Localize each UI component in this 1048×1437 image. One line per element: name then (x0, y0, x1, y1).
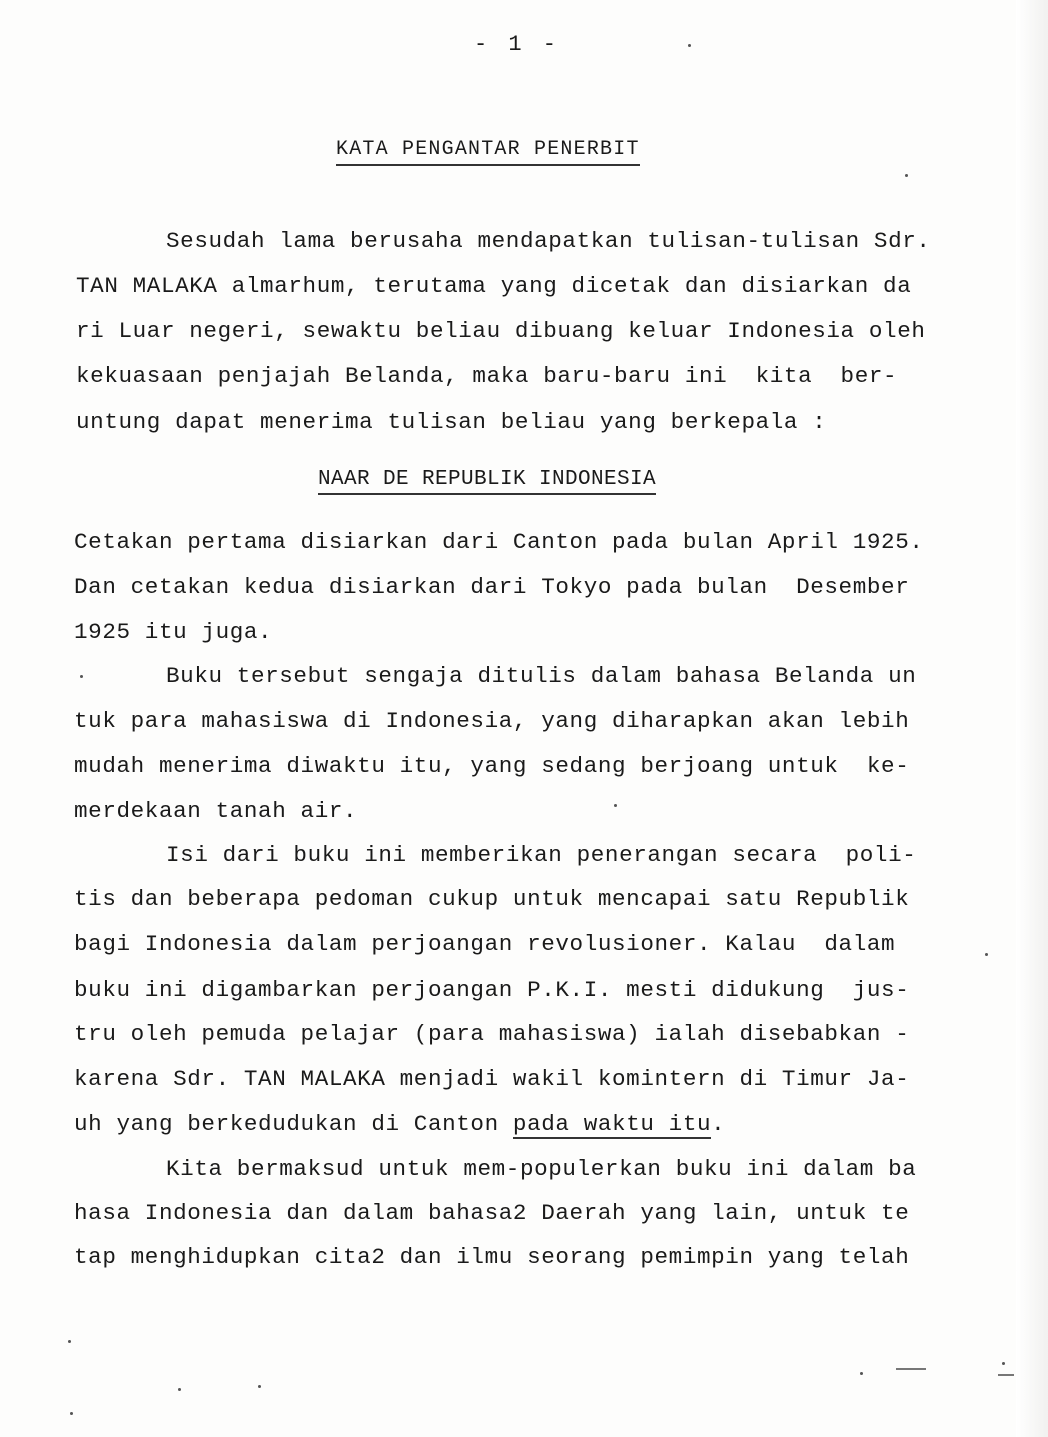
paragraph-1-line-4: kekuasaan penjajah Belanda, maka baru-baru ini kita ber- (76, 363, 898, 389)
paragraph-1-line-5: untung dapat menerima tulisan beliau yang berkepala : (76, 409, 827, 435)
paragraph-4-line-7-prefix: uh yang berkedudukan di Canton (74, 1111, 513, 1137)
scan-speck (68, 1340, 71, 1343)
scan-mark (998, 1374, 1014, 1376)
paragraph-4-line-6: karena Sdr. TAN MALAKA menjadi wakil komintern di Timur Ja- (74, 1066, 910, 1092)
scan-mark (896, 1368, 926, 1370)
paragraph-2-line-1: Cetakan pertama disiarkan dari Canton pada bulan April 1925. (74, 529, 924, 555)
book-title-heading: NAAR DE REPUBLIK INDONESIA (318, 468, 656, 495)
paragraph-1-line-1: Sesudah lama berusaha mendapatkan tulisan-tulisan Sdr. (166, 228, 931, 254)
scan-speck (614, 804, 617, 807)
scan-speck (258, 1385, 261, 1388)
paragraph-5-line-3: tap menghidupkan cita2 dan ilmu seorang pemimpin yang telah (74, 1244, 910, 1270)
paragraph-1-line-2: TAN MALAKA almarhum, terutama yang dicetak dan disiarkan da (76, 273, 912, 299)
page-number: - 1 - (474, 32, 561, 57)
scan-speck (905, 174, 908, 177)
scan-speck (1002, 1362, 1005, 1365)
scan-speck (80, 675, 83, 678)
paragraph-2-line-3: 1925 itu juga. (74, 619, 273, 645)
paragraph-4-line-3: bagi Indonesia dalam perjoangan revolusioner. Kalau dalam (74, 931, 896, 957)
scan-speck (985, 953, 988, 956)
page-edge-shadow (1016, 0, 1048, 1437)
paragraph-5-line-2: hasa Indonesia dan dalam bahasa2 Daerah yang lain, untuk te (74, 1200, 910, 1226)
paragraph-4-line-4: buku ini digambarkan perjoangan P.K.I. mesti didukung jus- (74, 977, 910, 1003)
scan-speck (688, 44, 691, 47)
paragraph-4-line-5: tru oleh pemuda pelajar (para mahasiswa) ialah disebabkan - (74, 1021, 910, 1047)
paragraph-2-line-2: Dan cetakan kedua disiarkan dari Tokyo pada bulan Desember (74, 574, 910, 600)
page-title: KATA PENGANTAR PENERBIT (336, 138, 640, 166)
scan-speck (860, 1372, 863, 1375)
paragraph-4-line-1: Isi dari buku ini memberikan penerangan secara poli- (166, 842, 917, 868)
paragraph-3-line-2: tuk para mahasiswa di Indonesia, yang diharapkan akan lebih (74, 708, 910, 734)
paragraph-1-line-3: ri Luar negeri, sewaktu beliau dibuang keluar Indonesia oleh (76, 318, 926, 344)
paragraph-4-line-7 (74, 1110, 725, 1138)
paragraph-4-line-7-suffix: . (711, 1111, 726, 1137)
scan-speck (70, 1412, 73, 1415)
scan-speck (178, 1388, 181, 1391)
underlined-phrase: pada waktu itu (512, 1111, 712, 1137)
paragraph-3-line-3: mudah menerima diwaktu itu, yang sedang berjoang untuk ke- (74, 753, 910, 779)
paragraph-3-line-1: Buku tersebut sengaja ditulis dalam bahasa Belanda un (166, 663, 917, 689)
paragraph-5-line-1: Kita bermaksud untuk mem-populerkan buku ini dalam ba (166, 1156, 917, 1182)
paragraph-4-line-2: tis dan beberapa pedoman cukup untuk mencapai satu Republik (74, 886, 910, 912)
paragraph-3-line-4: merdekaan tanah air. (74, 798, 358, 824)
